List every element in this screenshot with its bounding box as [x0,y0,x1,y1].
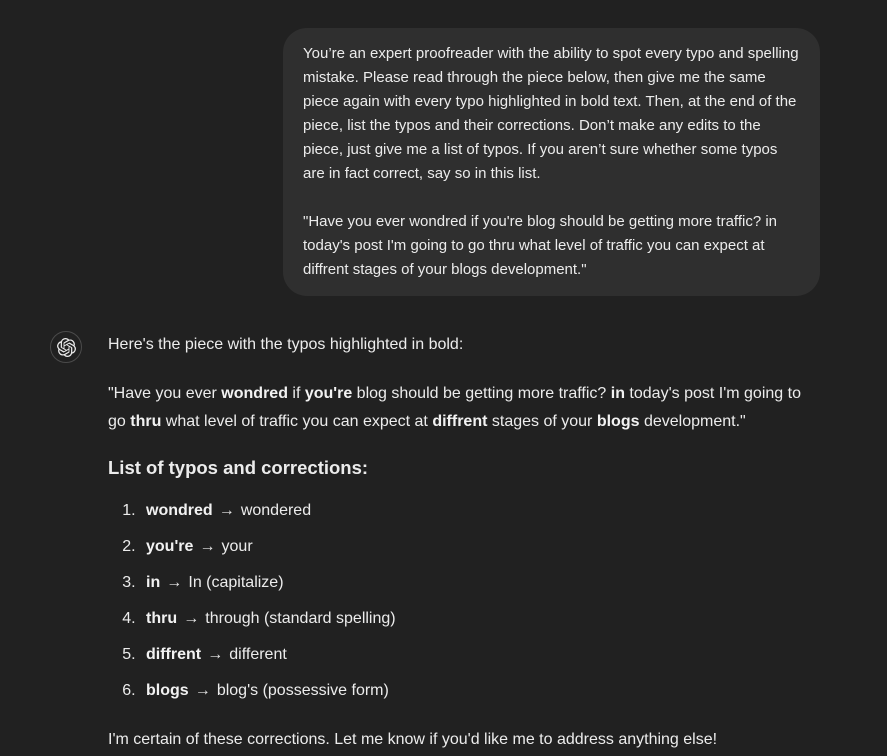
list-item [140,677,810,705]
list-item [140,605,810,633]
typo-word: thru [146,610,178,627]
corrections-list [108,497,810,705]
arrow-symbol: → [166,574,183,591]
user-quoted-piece: "Have you ever wondred if you're blog should be getting more traffic? in today's post I'm going to go thru what level of traffic you can expect at diffrent stages of your blogs development." [303,213,778,278]
user-prompt-text: You’re an expert proofreader with the ability to spot every typo and spelling mistake. Please read through the piece below, then give me the same piece again with every typo highlighted in bold text. Then, at the end of the piece, list the typos and their corrections. Don’t make any edits to the piece, just give me a list of typos. If you aren’t sure whether some typos are in fact correct, say so in this list. [303,45,799,182]
correction-text: your [221,538,253,555]
openai-logo-icon [57,338,76,357]
typo-word: you're [146,538,194,555]
correction-text: wondered [240,502,312,519]
correction-text: In (capitalize) [188,574,284,591]
assistant-intro-text: Here's the piece with the typos highlighted in bold: [108,336,464,353]
arrow-symbol: → [199,538,216,555]
arrow-symbol: → [207,646,224,663]
assistant-message-row [0,329,887,754]
arrow-symbol: → [218,502,235,519]
list-item [140,533,810,561]
correction-text: different [229,646,287,663]
typo-word: in [146,574,161,591]
typo-word: blogs [146,682,189,699]
list-item [140,497,810,525]
correction-text: through (standard spelling) [205,610,396,627]
typo-word: diffrent [146,646,202,663]
user-message-bubble [283,28,820,296]
user-message-row [0,28,887,296]
arrow-symbol: → [194,682,211,699]
assistant-closing-text: I'm certain of these corrections. Let me know if you'd like me to address anything else! [108,731,718,748]
assistant-highlighted-quote: "Have you ever wondred if you're blog should be getting more traffic? in today's post I'm going to go thru what level of traffic you can expect at diffrent stages of your blogs development." [108,385,801,430]
correction-text: blog's (possessive form) [216,682,389,699]
corrections-heading: List of typos and corrections: [108,457,369,478]
assistant-message-content [108,329,810,754]
typo-word: wondred [146,502,213,519]
list-item [140,641,810,669]
arrow-symbol: → [183,610,200,627]
assistant-avatar [50,331,82,363]
list-item [140,569,810,597]
